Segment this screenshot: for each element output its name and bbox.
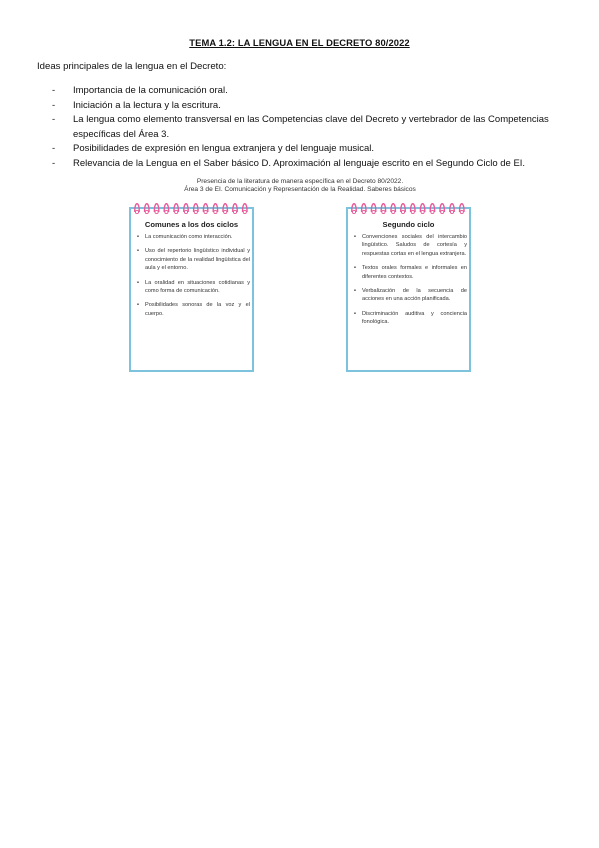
card-heading: Segundo ciclo xyxy=(382,220,435,229)
ring-hole xyxy=(401,210,404,213)
list-item-text: La lengua como elemento transversal en las Competencias clave del Decreto y vertebrador de las Competencias específicas del Área 3. xyxy=(73,114,549,140)
dash-marker: - xyxy=(52,99,56,111)
page-title: TEMA 1.2: LA LENGUA EN EL DECRETO 80/2022 xyxy=(189,37,410,48)
ring-hole xyxy=(441,210,444,213)
list-item xyxy=(52,99,552,114)
list-item xyxy=(52,157,552,172)
figure-subcaption: Área 3 de EI. Comunicación y Representación de la Realidad. Saberes básicos xyxy=(184,186,416,193)
ring-hole xyxy=(214,210,217,213)
dash-marker: - xyxy=(52,157,56,169)
notebook-card-common xyxy=(129,207,254,372)
ring-hole xyxy=(382,210,385,213)
ring-hole xyxy=(155,210,158,213)
card-list-item: • La oralidad en situaciones cotidianas y como forma de comunicación. xyxy=(137,279,250,296)
card-list-item: • Convenciones sociales del intercambio lingüístico. Saludos de cortesía y respuestas cortas en el lengua extranjera. xyxy=(354,233,467,258)
card-heading: Comunes a los dos ciclos xyxy=(144,220,239,229)
list-item-text: Importancia de la comunicación oral. xyxy=(73,85,228,96)
ring-hole xyxy=(145,210,148,213)
dash-marker: - xyxy=(52,114,56,126)
list-item xyxy=(52,84,552,99)
ring-hole xyxy=(460,210,463,213)
ring-hole xyxy=(372,210,375,213)
spiral-rings-icon xyxy=(131,197,256,215)
ring-hole xyxy=(233,210,236,213)
ring-hole xyxy=(411,210,414,213)
ring-hole xyxy=(175,210,178,213)
notebook-card-second-cycle xyxy=(346,207,471,372)
list-item-text: Relevancia de la Lengua en el Saber básico D. Aproximación al lenguaje escrito en el Segundo Ciclo de EI. xyxy=(73,157,526,169)
list-item-text: Iniciación a la lectura y la escritura. xyxy=(73,99,221,111)
ring-hole xyxy=(450,210,453,213)
intro-text: Ideas principales de la lengua en el Decreto: xyxy=(37,61,227,72)
card-list xyxy=(137,233,250,324)
ring-hole xyxy=(431,210,434,213)
card-list-item: • Discriminación auditiva y conciencia fonológica. xyxy=(354,310,467,327)
ring-hole xyxy=(135,210,138,213)
dash-marker: - xyxy=(52,85,56,96)
ring-hole xyxy=(362,210,365,213)
card-list-item: • Textos orales formales e informales en diferentes contextos. xyxy=(354,264,467,281)
ideas-list xyxy=(52,84,552,172)
dash-marker: - xyxy=(52,143,56,155)
ring-hole xyxy=(392,210,395,213)
list-item xyxy=(52,113,552,142)
figure-caption: Presencia de la literatura de manera específica en el Decreto 80/2022. xyxy=(196,178,404,185)
list-item xyxy=(52,142,552,157)
card-list xyxy=(354,233,467,333)
card-list-item: • Posibilidades sonoras de la voz y el cuerpo. xyxy=(137,301,250,318)
list-item-text: Posibilidades de expresión en lengua extranjera y del lenguaje musical. xyxy=(73,143,375,155)
ring-hole xyxy=(184,210,187,213)
ring-hole xyxy=(165,210,168,213)
ring-hole xyxy=(352,210,355,213)
card-list-item: • La comunicación como interacción. xyxy=(137,233,250,241)
ring-hole xyxy=(243,210,246,213)
spiral-rings-icon xyxy=(348,197,473,215)
ring-hole xyxy=(224,210,227,213)
ring-hole xyxy=(204,210,207,213)
card-list-item: • Uso del repertorio lingüístico individual y conocimiento de la realidad lingüística del aula y el entorno. xyxy=(137,247,250,272)
card-list-item: • Verbalización de la secuencia de acciones en una acción planificada. xyxy=(354,287,467,304)
ring-hole xyxy=(194,210,197,213)
saberes-figure xyxy=(127,178,473,374)
ring-hole xyxy=(421,210,424,213)
